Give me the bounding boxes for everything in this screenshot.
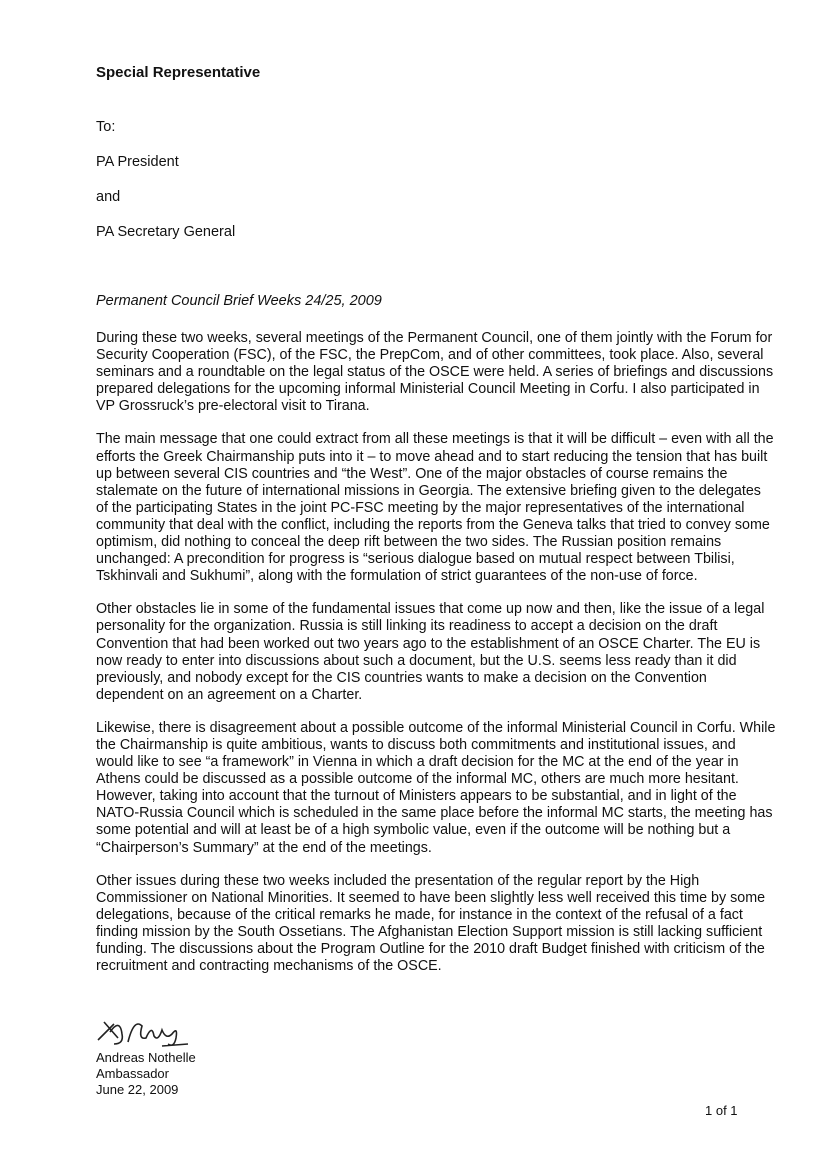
handwritten-signature: [92, 1014, 202, 1054]
paragraph: The main message that one could extract from all these meetings is that it will be difficult – even with all the efforts the Greek Chairmanship puts into it – to move ahead and to start reducing the tension that has built up between several CIS countries and “the West”. One of the major obstacles of course remains the stalemate on the future of international missions in Georgia. The extensive briefing given to the delegates of the participating States in the joint PC-FSC meeting by the major representatives of the international community that deal with the conflict, including the reports from the Geneva talks that tried to convey some optimism, did nothing to conceal the deep rift between the two sides. The Russian position remains unchanged: A precondition for progress is “serious dialogue based on mutual respect between Tbilisi, Tskhinvali and Sukhumi”, along with the formulation of strict guarantees of the non-use of force.: [96, 431, 774, 585]
recipient-pa-president: PA President: [96, 154, 179, 170]
signatory-title: Ambassador: [96, 1066, 169, 1081]
paragraph: Likewise, there is disagreement about a possible outcome of the informal Ministerial Council in Corfu. While the Chairmanship is quite ambitious, wants to discuss both commitments and institutional issues, and would like to see “a framework” in Vienna in which a draft decision for the MC at the end of the year in Athens could be discussed as a possible outcome of the informal MC, others are much more hesitant. However, taking into account that the turnout of Ministers appears to be substantial, and in light of the NATO-Russia Council which is scheduled in the same place before the informal MC starts, the meeting has some potential and will at least be of a high symbolic value, even if the outcome will be nothing but a “Chairperson’s Summary” at the end of the meetings.: [96, 719, 776, 856]
page-number: 1 of 1: [705, 1103, 738, 1118]
letter-body: [96, 330, 776, 991]
letter-heading: Special Representative: [96, 64, 261, 81]
paragraph: During these two weeks, several meetings of the Permanent Council, one of them jointly with the Forum for Security Cooperation (FSC), of the FSC, the PrepCom, and of other committees, took place. Also, several seminars and a roundtable on the legal status of the OSCE were held. A series of briefings and discussions prepared delegations for the upcoming informal Ministerial Council Meeting in Corfu. I also participated in VP Grossruck’s pre-electoral visit to Tirana.: [96, 330, 774, 415]
paragraph: Other obstacles lie in some of the fundamental issues that come up now and then, like the issue of a legal personality for the organization. Russia is still linking its readiness to accept a decision on the draft Convention that had been worked out two years ago to the establishment of an OSCE Charter. The EU is now ready to enter into discussions about such a document, but the U.S. seems less ready than it did previously, and nobody except for the CIS countries wants to make a decision on the Convention dependent on an agreement on a Charter.: [96, 601, 765, 703]
recipient-to-label: To:: [96, 119, 116, 135]
recipient-conjunction: and: [96, 189, 121, 205]
subject-line: Permanent Council Brief Weeks 24/25, 2009: [96, 293, 382, 309]
signature-block: [96, 1050, 196, 1098]
paragraph: Other issues during these two weeks included the presentation of the regular report by the High Commissioner on National Minorities. It seemed to have been slightly less well received this time by some delegations, because of the critical remarks he made, for instance in the context of the refusal of a fact finding mission by the South Ossetians. The Afghanistan Election Support mission is still lacking sufficient funding. The discussions about the Program Outline for the 2010 draft Budget finished with criticism of the recruitment and contracting mechanisms of the OSCE.: [96, 872, 766, 975]
recipient-pa-secretary-general: PA Secretary General: [96, 224, 236, 240]
signature-date: June 22, 2009: [96, 1082, 179, 1097]
signatory-name: Andreas Nothelle: [96, 1050, 196, 1065]
